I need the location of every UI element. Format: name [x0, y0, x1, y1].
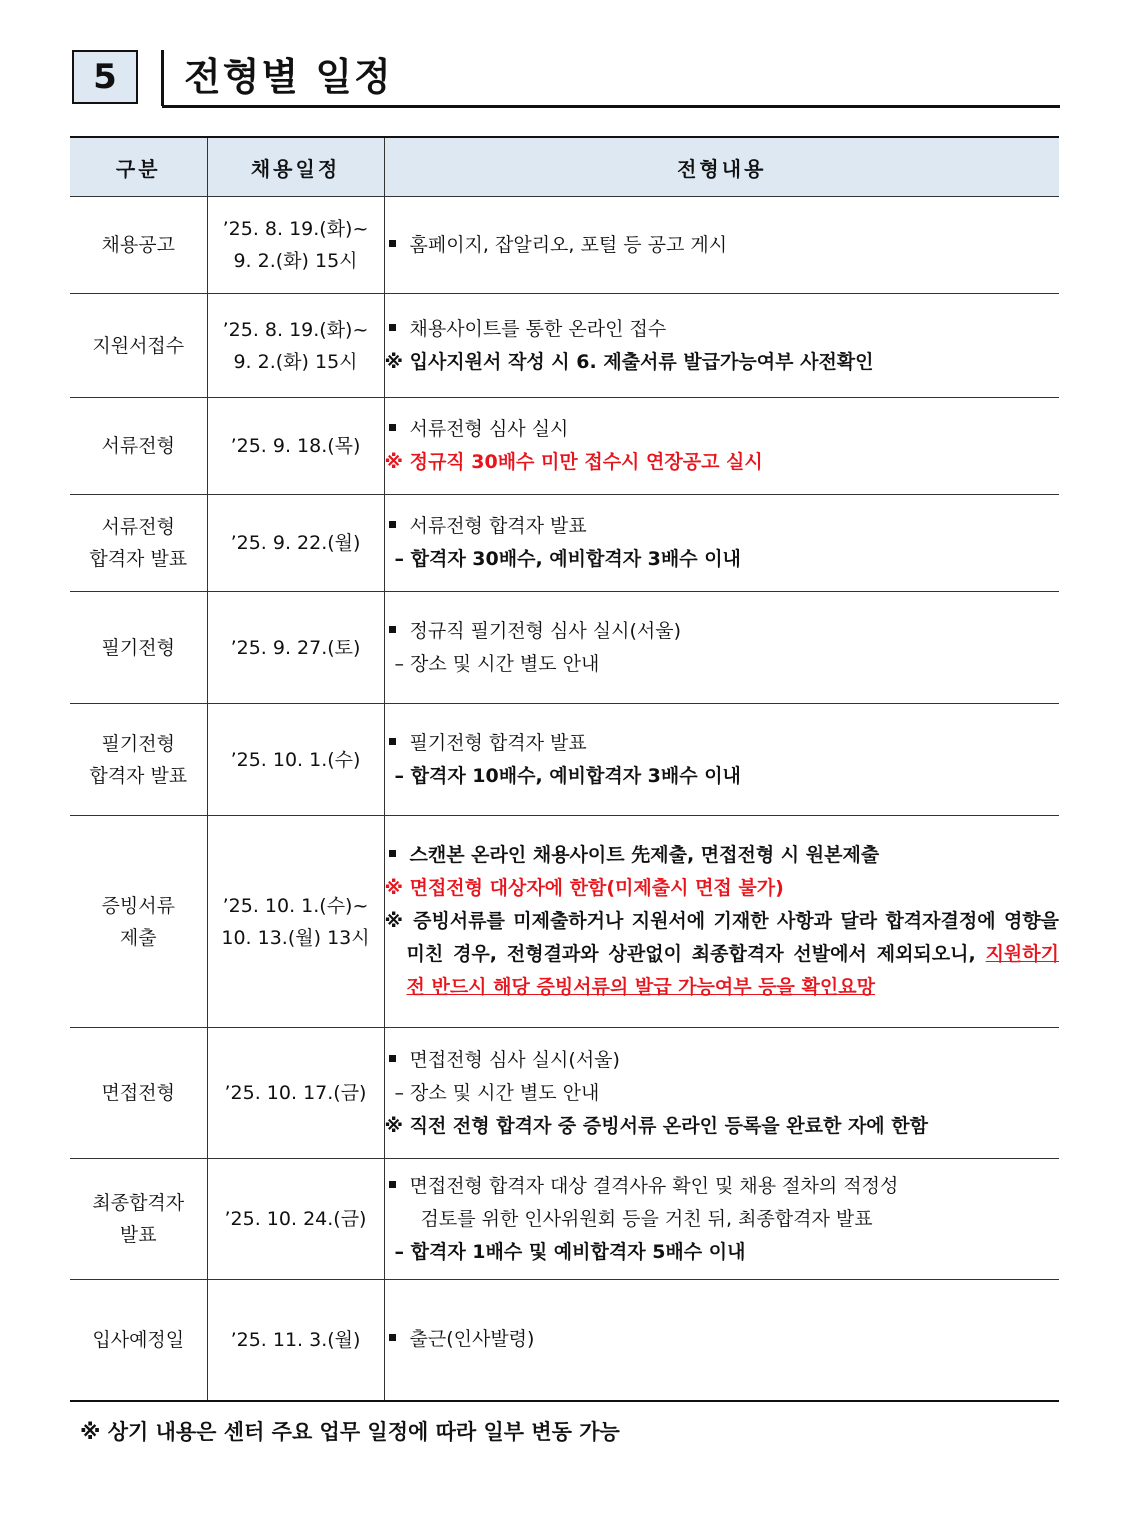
category-cell	[70, 294, 207, 398]
content-cell	[384, 398, 1059, 495]
bullet-text: 면접전형 심사 실시(서울)	[409, 1048, 620, 1071]
bullet-line	[385, 1323, 1060, 1356]
date-cell	[207, 704, 384, 816]
category-cell	[70, 592, 207, 704]
table-row	[70, 398, 1059, 495]
date-text: ’25. 8. 19.(화)~	[222, 318, 369, 341]
dash-line: – 합격자 1배수 및 예비합격자 5배수 이내	[394, 1240, 746, 1263]
date-text: ’25. 10. 24.(금)	[224, 1208, 367, 1230]
dash-line: – 합격자 30배수, 예비합격자 3배수 이내	[394, 548, 741, 570]
square-bullet-icon	[389, 324, 396, 331]
category-text: 채용공고	[101, 234, 175, 256]
table-row	[70, 1159, 1059, 1280]
square-bullet-icon	[389, 850, 396, 857]
warning-line: ※ 면접전형 대상자에 한함(미제출시 면접 불가)	[384, 877, 784, 899]
table-row	[70, 197, 1059, 294]
bullet-line	[385, 510, 1060, 543]
content-cell	[384, 704, 1059, 816]
content-cell	[384, 495, 1059, 592]
date-cell	[207, 197, 384, 294]
bullet-text: 서류전형 심사 실시	[409, 418, 569, 440]
header-category: 구분	[70, 137, 207, 197]
dash-line: – 합격자 10배수, 예비합격자 3배수 이내	[394, 764, 741, 787]
content-cell	[384, 1280, 1059, 1401]
bullet-text: 정규직 필기전형 심사 실시(서울)	[409, 619, 682, 642]
square-bullet-icon	[389, 738, 396, 745]
square-bullet-icon	[389, 1055, 396, 1062]
date-cell	[207, 294, 384, 398]
bullet-text: 면접전형 합격자 대상 결격사유 확인 및 채용 절차의 적정성	[409, 1174, 899, 1197]
category-cell	[70, 704, 207, 816]
date-cell	[207, 495, 384, 592]
date-cell	[207, 816, 384, 1028]
content-cell	[384, 1159, 1059, 1280]
continuation-line: 검토를 위한 인사위원회 등을 거친 뒤, 최종합격자 발표	[420, 1207, 873, 1230]
category-text: 증빙서류	[101, 894, 175, 917]
bullet-line	[385, 229, 1060, 262]
date-text: 9. 2.(화) 15시	[233, 350, 358, 373]
schedule-table	[70, 136, 1059, 1402]
bullet-line	[385, 1044, 1060, 1077]
header-date: 채용일정	[207, 137, 384, 197]
date-cell	[207, 1280, 384, 1401]
header-divider	[161, 50, 164, 106]
category-text: 제출	[119, 926, 157, 949]
emphasized-warning: 지원하기 전 반드시 해당 증빙서류의 발급 가능여부 등을 확인요망	[406, 943, 1059, 998]
category-cell	[70, 1028, 207, 1159]
square-bullet-icon	[389, 626, 396, 633]
table-row	[70, 495, 1059, 592]
category-cell	[70, 197, 207, 294]
category-text: 합격자 발표	[89, 548, 188, 570]
note-line: ※ 직전 전형 합격자 중 증빙서류 온라인 등록을 완료한 자에 한함	[384, 1114, 928, 1137]
section-header	[72, 48, 1060, 108]
bullet-text: 채용사이트를 통한 온라인 접수	[409, 317, 667, 340]
bullet-line	[385, 1170, 1060, 1203]
category-cell	[70, 1159, 207, 1280]
table-row	[70, 1280, 1059, 1401]
square-bullet-icon	[389, 1334, 396, 1341]
bullet-line	[385, 727, 1060, 760]
dash-line: – 장소 및 시간 별도 안내	[394, 652, 600, 675]
square-bullet-icon	[389, 424, 396, 431]
dash-line: – 장소 및 시간 별도 안내	[394, 1081, 600, 1104]
table-row	[70, 592, 1059, 704]
category-text: 필기전형	[101, 636, 175, 659]
category-text: 발표	[119, 1224, 157, 1246]
section-number: 5	[72, 50, 138, 104]
category-cell	[70, 1280, 207, 1401]
table-row	[70, 294, 1059, 398]
category-text: 면접전형	[101, 1082, 175, 1104]
date-text: ’25. 9. 22.(월)	[230, 532, 361, 554]
category-cell	[70, 495, 207, 592]
category-cell	[70, 398, 207, 495]
date-text: ’25. 9. 27.(토)	[230, 636, 361, 659]
bullet-text: 스캔본 온라인 채용사이트 先제출, 면접전형 시 원본제출	[409, 844, 880, 866]
date-text: ’25. 10. 1.(수)	[230, 748, 361, 771]
category-text: 서류전형	[101, 435, 175, 457]
date-text: ’25. 10. 1.(수)~	[222, 894, 369, 917]
date-text: 10. 13.(월) 13시	[221, 926, 370, 949]
content-cell	[384, 1028, 1059, 1159]
footnote: ※ 상기 내용은 센터 주요 업무 일정에 따라 일부 변동 가능	[80, 1420, 620, 1444]
bullet-text: 서류전형 합격자 발표	[409, 515, 587, 537]
date-text: ’25. 8. 19.(화)~	[222, 218, 369, 240]
table-row	[70, 704, 1059, 816]
note-text: ※ 증빙서류를 미제출하거나 지원서에 기재한 사항과 달라 합격자결정에 영향을 미친 경우, 전형결과와 상관없이 최종합격자 선발에서 제외되오니,	[384, 910, 1059, 965]
content-cell	[384, 816, 1059, 1028]
date-text: ’25. 10. 17.(금)	[224, 1082, 367, 1104]
date-cell	[207, 1028, 384, 1159]
category-text: 지원서접수	[92, 334, 185, 357]
bullet-line	[385, 839, 1060, 872]
category-cell	[70, 816, 207, 1028]
date-text: ’25. 11. 3.(월)	[230, 1328, 361, 1351]
category-text: 최종합격자	[92, 1192, 185, 1214]
note-line: ※ 입사지원서 작성 시 6. 제출서류 발급가능여부 사전확인	[384, 350, 874, 373]
category-text: 서류전형	[101, 516, 175, 538]
table-row	[70, 816, 1059, 1028]
content-cell	[384, 294, 1059, 398]
date-cell	[207, 398, 384, 495]
bullet-text: 출근(인사발령)	[409, 1328, 535, 1351]
bullet-line	[385, 413, 1060, 446]
bullet-text: 홈페이지, 잡알리오, 포털 등 공고 게시	[409, 233, 728, 256]
content-cell	[384, 197, 1059, 294]
category-text: 필기전형	[101, 732, 175, 755]
date-cell	[207, 1159, 384, 1280]
bullet-line	[385, 615, 1060, 648]
table-row	[70, 1028, 1059, 1159]
category-text: 합격자 발표	[89, 764, 188, 787]
section-title: 전형별 일정	[184, 55, 393, 99]
note-line	[385, 905, 1060, 1004]
bullet-text: 필기전형 합격자 발표	[409, 731, 587, 754]
bullet-line	[385, 313, 1060, 346]
square-bullet-icon	[389, 521, 396, 528]
category-text: 입사예정일	[92, 1328, 185, 1351]
date-text: ’25. 9. 18.(목)	[230, 435, 361, 457]
date-text: 9. 2.(화) 15시	[233, 250, 358, 272]
square-bullet-icon	[389, 1181, 396, 1188]
header-content: 전형내용	[384, 137, 1059, 197]
date-cell	[207, 592, 384, 704]
warning-line: ※ 정규직 30배수 미만 접수시 연장공고 실시	[384, 451, 763, 473]
table-header-row	[70, 137, 1059, 197]
content-cell	[384, 592, 1059, 704]
header-underline	[162, 105, 1060, 108]
square-bullet-icon	[389, 240, 396, 247]
